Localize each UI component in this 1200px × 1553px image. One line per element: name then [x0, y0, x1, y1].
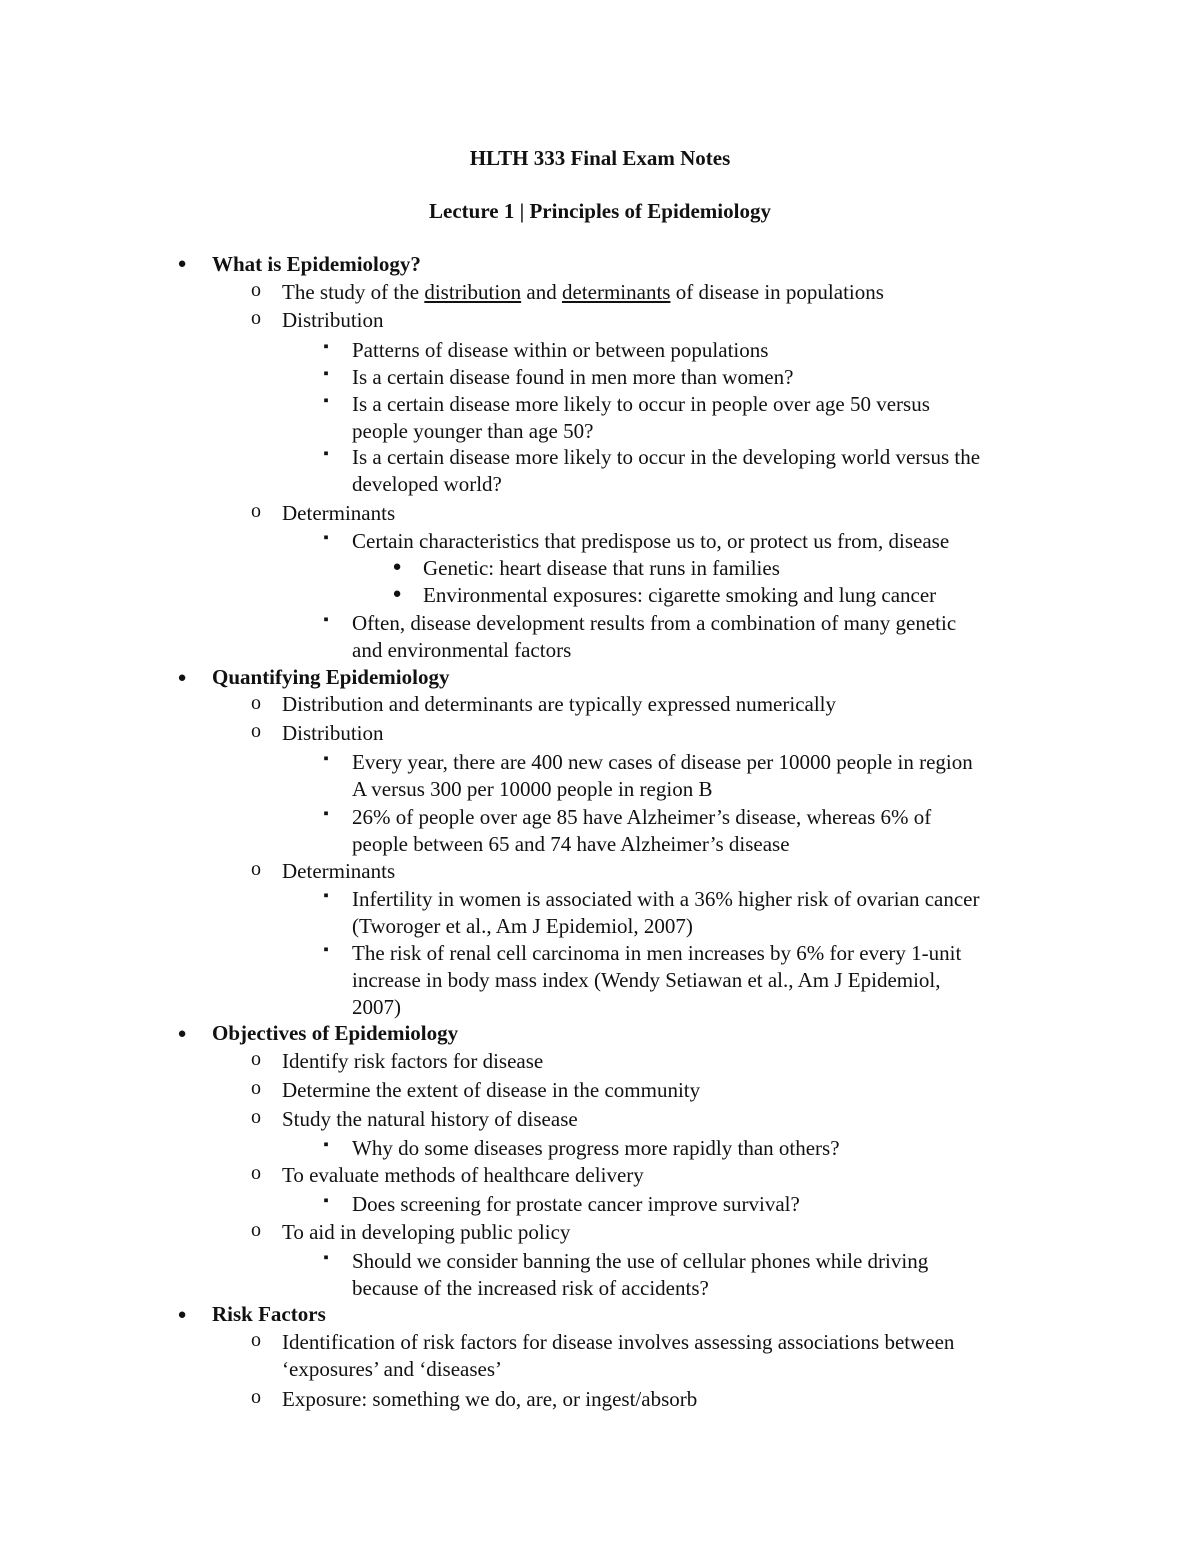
list-item: Infertility in women is associated with a 36% higher risk of ovarian cancer: [352, 887, 980, 911]
circle-bullet: o: [251, 1106, 261, 1128]
square-bullet: ▪: [323, 446, 329, 462]
circle-bullet: o: [251, 720, 261, 742]
list-item-continuation: increase in body mass index (Wendy Setiawan et al., Am J Epidemiol,: [352, 968, 941, 992]
list-item-continuation: A versus 300 per 10000 people in region B: [352, 777, 713, 801]
circle-bullet: o: [251, 307, 261, 329]
definition-line: [282, 280, 884, 305]
list-item: 26% of people over age 85 have Alzheimer’s disease, whereas 6% of: [352, 805, 932, 829]
list-item-continuation: ‘exposures’ and ‘diseases’: [282, 1357, 503, 1381]
circle-bullet: o: [251, 1048, 261, 1070]
square-bullet: ▪: [323, 366, 329, 382]
list-item: To evaluate methods of healthcare delivery: [282, 1163, 644, 1187]
list-item: Often, disease development results from a combination of many genetic: [352, 611, 957, 635]
circle-bullet: o: [251, 279, 261, 301]
lecture-heading: Lecture 1 | Principles of Epidemiology: [429, 199, 771, 223]
section-heading-risk-factors: Risk Factors: [212, 1302, 326, 1326]
definition-text-mid: and: [521, 280, 562, 304]
disc-bullet: ●: [177, 1307, 187, 1323]
disc-bullet: ●: [177, 256, 187, 272]
underlined-determinants: determinants: [561, 280, 671, 304]
circle-bullet: o: [251, 1329, 261, 1351]
circle-bullet: o: [251, 1077, 261, 1099]
square-bullet: ▪: [323, 806, 329, 822]
circle-bullet: o: [251, 1162, 261, 1184]
list-item: Determinants: [282, 501, 396, 525]
list-item: Distribution: [282, 721, 384, 745]
list-item: Why do some diseases progress more rapidly than others?: [352, 1136, 840, 1160]
square-bullet: ▪: [323, 339, 329, 355]
list-item-continuation: developed world?: [352, 472, 502, 496]
list-item: Genetic: heart disease that runs in families: [423, 556, 780, 580]
list-item: Exposure: something we do, are, or ingest/absorb: [282, 1387, 698, 1411]
square-bullet: ▪: [323, 393, 329, 409]
list-item-continuation: 2007): [352, 995, 401, 1019]
section-heading-what-is: What is Epidemiology?: [212, 252, 421, 276]
square-bullet: ▪: [323, 888, 329, 904]
disc-bullet: ●: [392, 586, 402, 602]
list-item-continuation: and environmental factors: [352, 638, 572, 662]
list-item-continuation: (Tworoger et al., Am J Epidemiol, 2007): [352, 914, 693, 938]
list-item-continuation: people younger than age 50?: [352, 419, 594, 443]
document-title: HLTH 333 Final Exam Notes: [469, 146, 731, 170]
definition-text-end: of disease in populations: [670, 280, 884, 304]
list-item: Certain characteristics that predispose us to, or protect us from, disease: [352, 529, 950, 553]
circle-bullet: o: [251, 500, 261, 522]
list-item: Is a certain disease more likely to occur in the developing world versus the: [352, 445, 981, 469]
square-bullet: ▪: [323, 1137, 329, 1153]
circle-bullet: o: [251, 1219, 261, 1241]
square-bullet: ▪: [323, 1250, 329, 1266]
list-item: Distribution: [282, 308, 384, 332]
list-item: Identify risk factors for disease: [282, 1049, 544, 1073]
list-item: Distribution and determinants are typically expressed numerically: [282, 692, 836, 716]
square-bullet: ▪: [323, 942, 329, 958]
square-bullet: ▪: [323, 612, 329, 628]
list-item-continuation: people between 65 and 74 have Alzheimer’s disease: [352, 832, 790, 856]
square-bullet: ▪: [323, 530, 329, 546]
list-item: Does screening for prostate cancer improve survival?: [352, 1192, 800, 1216]
disc-bullet: ●: [177, 670, 187, 686]
circle-bullet: o: [251, 1386, 261, 1408]
section-heading-objectives: Objectives of Epidemiology: [212, 1021, 459, 1045]
square-bullet: ▪: [323, 751, 329, 767]
section-heading-quantifying: Quantifying Epidemiology: [212, 665, 450, 689]
list-item: The risk of renal cell carcinoma in men increases by 6% for every 1-unit: [352, 941, 962, 965]
list-item: Is a certain disease found in men more than women?: [352, 365, 794, 389]
underlined-distribution: distribution: [424, 280, 522, 304]
definition-text-start: The study of the: [282, 280, 425, 304]
list-item: Every year, there are 400 new cases of disease per 10000 people in region: [352, 750, 973, 774]
list-item: Environmental exposures: cigarette smoking and lung cancer: [423, 583, 937, 607]
list-item: Determinants: [282, 859, 396, 883]
list-item: Patterns of disease within or between populations: [352, 338, 769, 362]
list-item: Identification of risk factors for disease involves assessing associations between: [282, 1330, 955, 1354]
list-item: Determine the extent of disease in the community: [282, 1078, 701, 1102]
list-item: Should we consider banning the use of cellular phones while driving: [352, 1249, 929, 1273]
list-item: Is a certain disease more likely to occur in people over age 50 versus: [352, 392, 930, 416]
square-bullet: ▪: [323, 1193, 329, 1209]
circle-bullet: o: [251, 858, 261, 880]
circle-bullet: o: [251, 692, 261, 714]
disc-bullet: ●: [392, 559, 402, 575]
disc-bullet: ●: [177, 1026, 187, 1042]
list-item-continuation: because of the increased risk of accidents?: [352, 1276, 709, 1300]
list-item: To aid in developing public policy: [282, 1220, 571, 1244]
list-item: Study the natural history of disease: [282, 1107, 578, 1131]
